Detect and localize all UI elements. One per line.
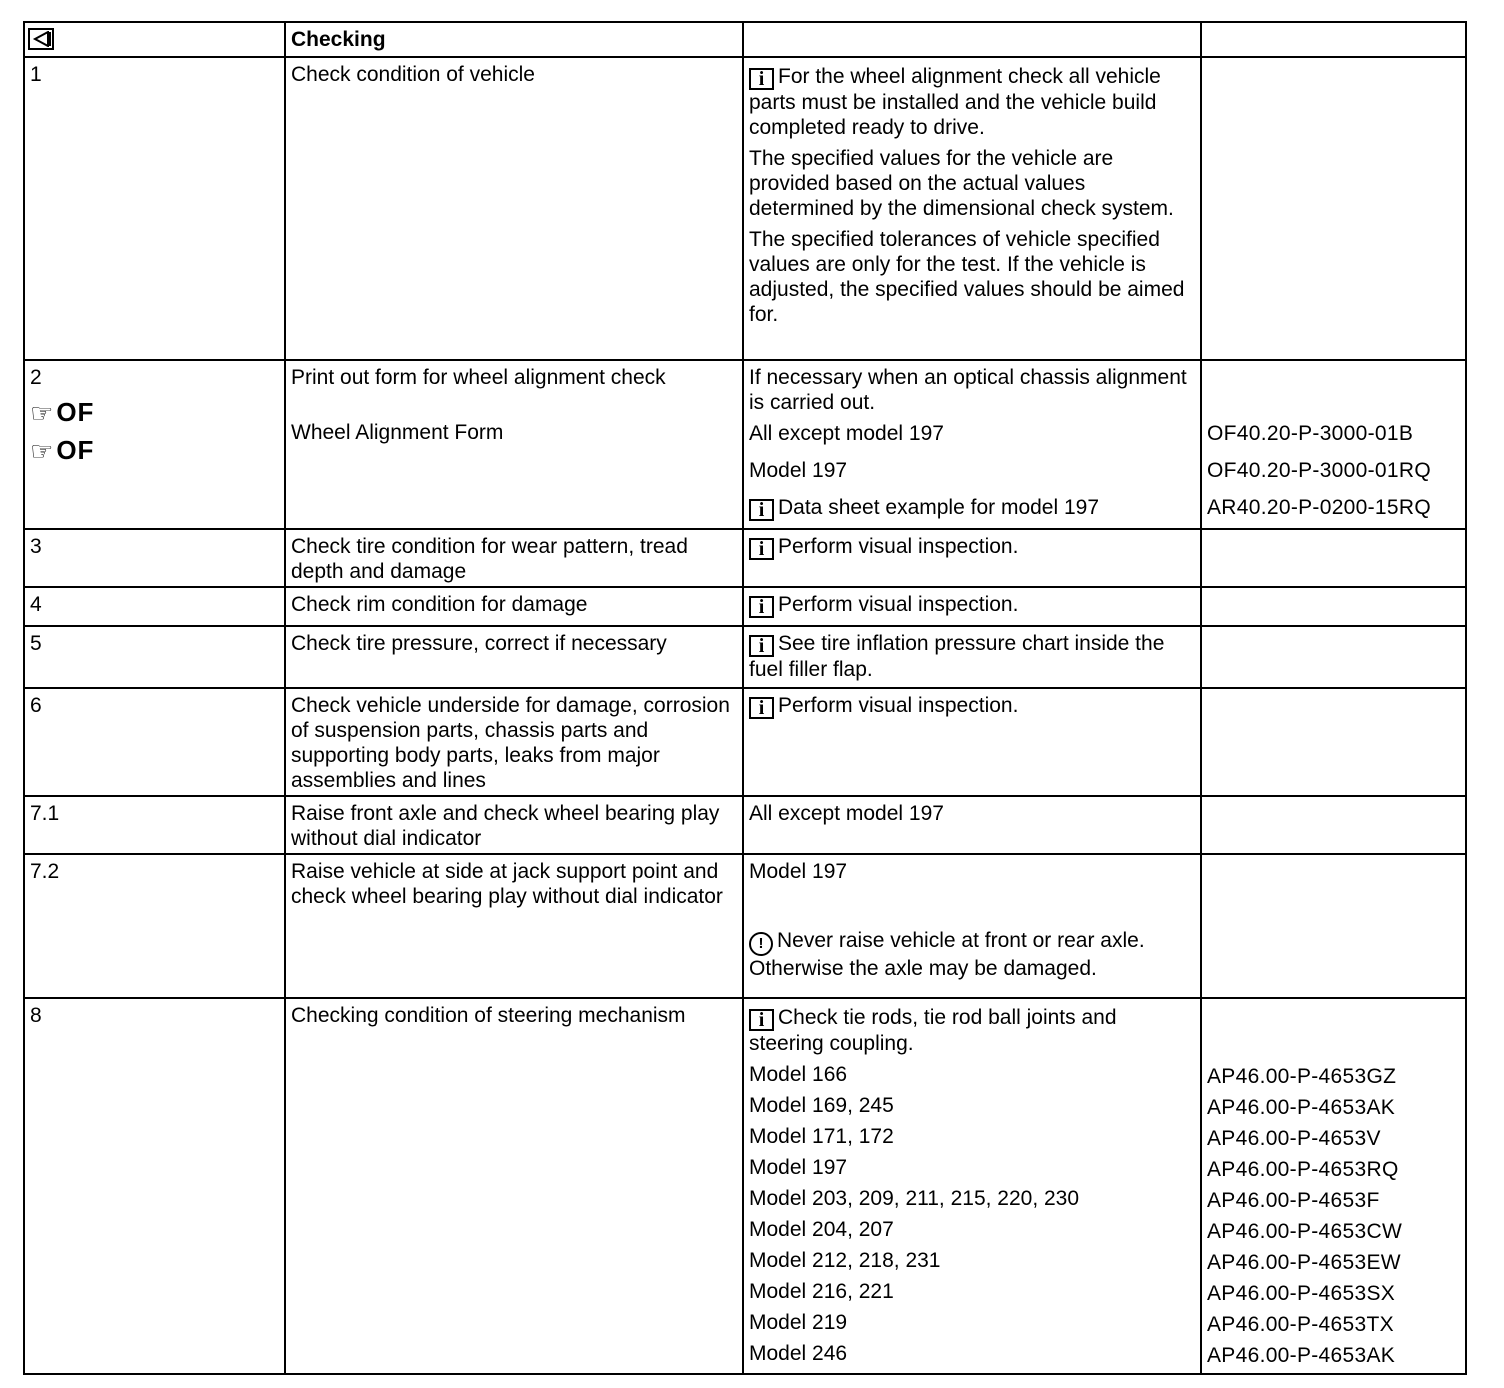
info-icon: i (749, 538, 774, 560)
table-row (24, 998, 1466, 1374)
step-action: Raise vehicle at side at jack support point and check wheel bearing play without dial indicator (285, 854, 743, 998)
note-text: Perform visual inspection. (778, 694, 1019, 717)
document-reference[interactable]: AR40.20-P-0200-15RQ (1207, 496, 1431, 519)
pointing-hand-icon: ☞ (30, 398, 55, 428)
form-link[interactable]: ☞OF (30, 435, 95, 466)
step-action: Check rim condition for damage (285, 587, 743, 626)
model-item: Model 169, 245 (749, 1094, 894, 1117)
note-text: Perform visual inspection. (778, 593, 1019, 616)
info-icon: i (749, 697, 774, 719)
step-number: 7.2 (24, 854, 285, 998)
model-item: Model 219 (749, 1311, 848, 1334)
step-number: 2 (30, 366, 42, 389)
note-text: Perform visual inspection. (778, 535, 1019, 558)
back-icon[interactable] (28, 28, 54, 50)
step-number: 7.1 (24, 796, 285, 854)
note-text: Check tie rods, tie rod ball joints and steering coupling. (749, 1006, 1117, 1055)
info-icon: i (749, 499, 774, 521)
model-item: Model 204, 207 (749, 1218, 894, 1241)
step-action: Print out form for wheel alignment check (291, 366, 666, 389)
form-label: Wheel Alignment Form (291, 421, 504, 444)
table-row (24, 57, 1466, 360)
model-item: Model 212, 218, 231 (749, 1249, 941, 1272)
header-back-cell (24, 22, 285, 57)
model-item: Model 166 (749, 1063, 848, 1086)
table-row (24, 360, 1466, 529)
step-action: Raise front axle and check wheel bearing play without dial indicator (285, 796, 743, 854)
model-item: Model 171, 172 (749, 1125, 894, 1148)
step-notes (743, 57, 1201, 360)
document-reference[interactable]: OF40.20-P-3000-01RQ (1207, 459, 1431, 482)
document-reference[interactable]: AP46.00-P-4653AK (1207, 1096, 1396, 1119)
note-text: Model 197 (749, 860, 848, 883)
note-text: The specified values for the vehicle are provided based on the actual values determined by the dimensional check system. (749, 147, 1174, 220)
table-row (24, 587, 1466, 626)
document-reference[interactable]: AP46.00-P-4653GZ (1207, 1065, 1397, 1088)
warning-icon: ! (749, 932, 773, 956)
page-title: Checking (285, 22, 743, 57)
pointing-hand-icon: ☞ (30, 436, 55, 466)
model-item: Model 246 (749, 1342, 848, 1365)
note-text: The specified tolerances of vehicle specified values are only for the test. If the vehicle is adjusted, the specified values should be aimed for. (749, 228, 1185, 326)
info-icon: i (749, 596, 774, 618)
step-action: Checking condition of steering mechanism (285, 998, 743, 1374)
step-number: 8 (24, 998, 285, 1374)
step-action: Check condition of vehicle (285, 57, 743, 360)
table-row (24, 529, 1466, 587)
step-number: 3 (24, 529, 285, 587)
list-item: Data sheet example for model 197 (778, 496, 1100, 519)
model-item: Model 216, 221 (749, 1280, 894, 1303)
model-item: Model 203, 209, 211, 215, 220, 230 (749, 1187, 1080, 1210)
document-reference[interactable]: AP46.00-P-4653EW (1207, 1251, 1401, 1274)
table-header-row (24, 22, 1466, 57)
form-link[interactable]: ☞OF (30, 397, 95, 428)
document-reference[interactable]: AP46.00-P-4653F (1207, 1189, 1380, 1212)
document-reference[interactable]: AP46.00-P-4653CW (1207, 1220, 1403, 1243)
document-reference[interactable]: AP46.00-P-4653SX (1207, 1282, 1396, 1305)
step-number: 4 (24, 587, 285, 626)
document-reference[interactable]: AP46.00-P-4653RQ (1207, 1158, 1399, 1181)
note-text: For the wheel alignment check all vehicle parts must be installed and the vehicle build completed ready to drive. (749, 65, 1161, 139)
step-number: 6 (24, 688, 285, 796)
list-item: Model 197 (749, 459, 848, 482)
document-reference[interactable]: AP46.00-P-4653TX (1207, 1313, 1394, 1336)
table-row (24, 688, 1466, 796)
list-item: All except model 197 (749, 422, 944, 445)
document-reference[interactable]: OF40.20-P-3000-01B (1207, 422, 1414, 445)
table-row (24, 626, 1466, 688)
info-icon: i (749, 1009, 774, 1031)
table-row (24, 796, 1466, 854)
warning-text: Never raise vehicle at front or rear axle. Otherwise the axle may be damaged. (749, 929, 1145, 980)
model-item: Model 197 (749, 1156, 848, 1179)
info-icon: i (749, 68, 774, 90)
note-text: See tire inflation pressure chart inside the fuel filler flap. (749, 632, 1165, 681)
document-reference[interactable]: AP46.00-P-4653V (1207, 1127, 1381, 1150)
document-reference[interactable]: AP46.00-P-4653AK (1207, 1344, 1396, 1367)
step-action: Check vehicle underside for damage, corrosion of suspension parts, chassis parts and supporting body parts, leaks from major assemblies and lines (285, 688, 743, 796)
note-text: All except model 197 (743, 796, 1201, 854)
table-row (24, 854, 1466, 998)
procedure-table (23, 21, 1467, 1375)
step-action: Check tire condition for wear pattern, tread depth and damage (285, 529, 743, 587)
step-number: 1 (24, 57, 285, 360)
info-icon: i (749, 635, 774, 657)
step-number: 5 (24, 626, 285, 688)
note-text: If necessary when an optical chassis alignment is carried out. (749, 366, 1187, 414)
step-action: Check tire pressure, correct if necessary (285, 626, 743, 688)
